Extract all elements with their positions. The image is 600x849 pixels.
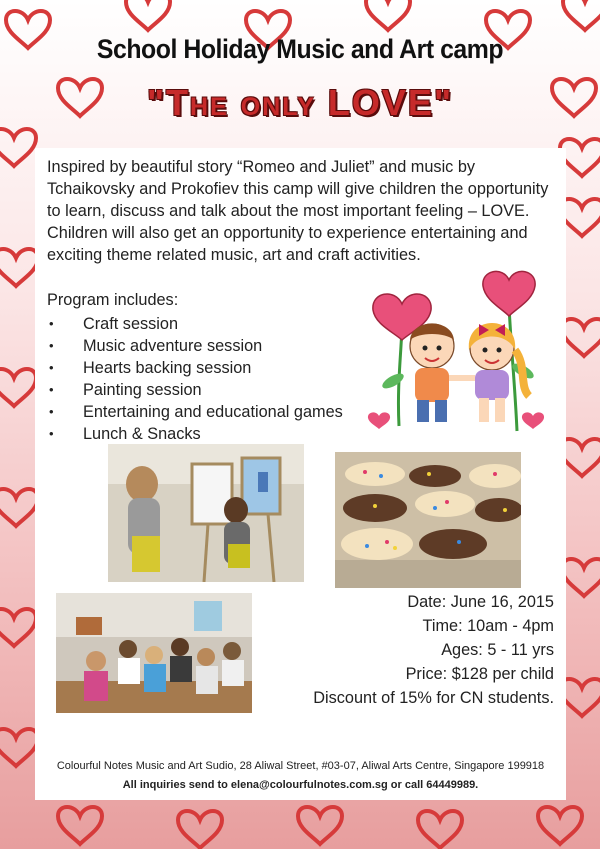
program-item: • Hearts backing session: [47, 357, 343, 379]
footer-address: Colourful Notes Music and Art Sudio, 28 Aliwal Street, #03-07, Aliwal Arts Centre, Singapore 199918: [56, 760, 545, 772]
footer-contact: All inquiries send to elena@colourfulnotes.com.sg or call 64449989.: [122, 779, 479, 791]
program-item: • Craft session: [47, 313, 343, 335]
program-item: • Music adventure session: [47, 335, 343, 357]
event-date: Date: June 16, 2015: [407, 593, 554, 611]
content-panel: [35, 148, 566, 800]
program-item: • Lunch & Snacks: [47, 423, 343, 445]
event-details: [313, 590, 554, 710]
event-discount: Discount of 15% for CN students.: [313, 689, 554, 707]
program-item: • Entertaining and educational games: [47, 401, 343, 423]
poster-subtitle: "The only LOVE": [146, 82, 454, 123]
program-list: [47, 313, 343, 445]
kids-hearts-illustration: [357, 266, 555, 446]
poster-title: School Holiday Music and Art camp: [96, 34, 504, 64]
event-ages: Ages: 5 - 11 yrs: [441, 641, 554, 659]
children-group-photo: [56, 593, 252, 713]
intro-paragraph: Inspired by beautiful story “Romeo and Juliet” and music by Tchaikovsky and Prokofiev this camp will give children the opportunity to learn, discuss and talk about the most important feeling – LOVE. Children will also get an opportunity to experience entertaining and exciting theme related music, art and craft activities.: [47, 158, 549, 264]
heart-cookies-photo: [335, 452, 521, 588]
program-heading: Program includes:: [47, 291, 179, 309]
event-time: Time: 10am - 4pm: [422, 617, 554, 635]
painting-session-photo: [108, 444, 304, 582]
program-item: • Painting session: [47, 379, 343, 401]
event-price: Price: $128 per child: [405, 665, 554, 683]
